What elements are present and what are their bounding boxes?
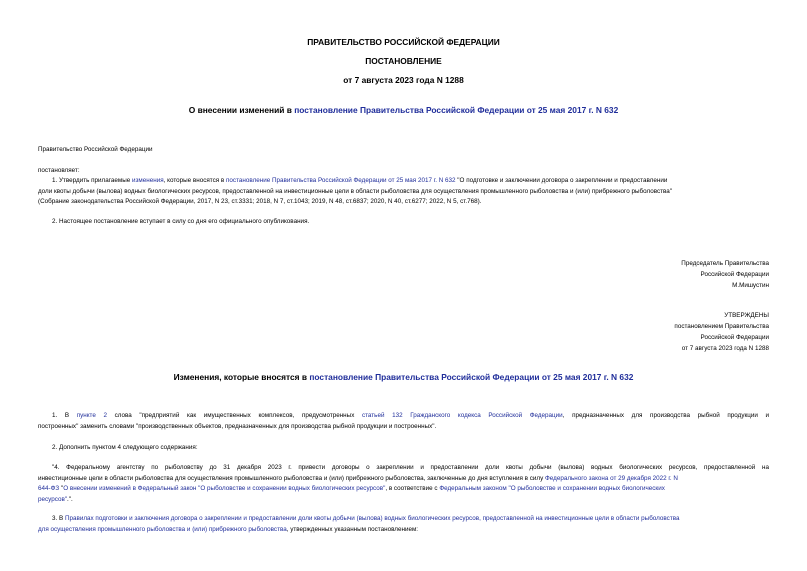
link-clause-2[interactable]: пункте 2 — [76, 412, 107, 419]
link-rules-cont[interactable]: для осуществления промышленного рыболовства и (или) прибрежного рыболовства — [38, 525, 287, 533]
change-1-text-a: 1. В — [52, 412, 77, 419]
changes-title-prefix: Изменения, которые вносятся в — [173, 372, 310, 382]
change-2: 2. Дополнить пунктом 4 следующего содержания: — [52, 444, 198, 451]
link-fishing-law[interactable]: Федеральным законом "О рыболовстве и сохранении водных биологических — [439, 485, 665, 492]
change-2-quote — [38, 463, 769, 505]
approved-block — [674, 310, 769, 354]
change-3-line-2 — [38, 525, 769, 536]
change-3-text-b: , утвержденных указанным постановлением: — [286, 525, 419, 533]
signature-line-1: Председатель Правительства — [681, 260, 769, 267]
link-federal-law-644[interactable]: Федерального закона от 29 декабря 2022 г. N — [545, 474, 678, 482]
link-rules[interactable]: Правилах подготовки и заключения договора о закреплении и предоставлении доли квоты добычи (вылова) водных биологических ресурсов, предоставленной на инвестиционные цели в области рыболовства — [64, 515, 680, 522]
quote-line-4 — [38, 495, 769, 506]
approved-line-2: постановлением Правительства — [674, 323, 769, 330]
item-1-line-2: доли квоты добычи (вылова) водных биологических ресурсов, предоставленной на инвестиционные цели в области рыболовства для осуществления промышленного рыболовства и (или) прибрежного рыболовства" — [38, 187, 673, 195]
link-resolution-632[interactable]: постановление Правительства Российской Федерации от 25 мая 2017 г. N 632 — [226, 177, 456, 184]
item-1-text-b: , которые вносятся в — [163, 177, 227, 184]
change-1 — [38, 411, 769, 432]
quote-line-3 — [38, 484, 769, 495]
approved-line-1: УТВЕРЖДЕНЫ — [724, 312, 769, 319]
link-amendments-fishing-law[interactable]: О внесении изменений в Федеральный закон "О рыболовстве и сохранении водных биологических ресурсов" — [63, 485, 386, 492]
item-1-line-1 — [38, 176, 769, 187]
change-3-text-a: 3. В — [52, 515, 65, 522]
quote-line-4-text: .". — [67, 495, 73, 503]
change-1-line-2: построенных" заменить словами "производственных объектов, предназначенных для производства рыбной продукции и построенных". — [38, 422, 437, 430]
document-title — [0, 105, 807, 115]
change-3-line-1 — [38, 514, 769, 525]
signature-block — [681, 258, 769, 291]
approved-line-3: Российской Федерации — [700, 334, 769, 341]
quote-line-3-text-b: , в соответствие с — [385, 485, 440, 492]
quote-line-2-text: инвестиционные цели в области рыболовства для осуществления промышленного рыболовства и (или) прибрежного рыболовства, заключенные до дня вступления в силу — [38, 474, 545, 482]
title-prefix: О внесении изменений в — [188, 105, 295, 115]
item-1-text-c: "О подготовке и заключении договора о закреплении и предоставлении — [455, 177, 668, 184]
header-date-number: от 7 августа 2023 года N 1288 — [343, 75, 464, 85]
change-3 — [38, 514, 769, 535]
intro-decides: постановляет: — [38, 167, 80, 174]
item-1-text-a: 1. Утвердить прилагаемые — [52, 177, 132, 184]
item-1-line-3: (Собрание законодательства Российской Федерации, 2017, N 23, ст.3331; 2018, N 7, ст.1043; 2019, N 48, ст.6837; 2020, N 40, ст.6277; 2022, N 5, ст.768). — [38, 198, 482, 205]
header-government: ПРАВИТЕЛЬСТВО РОССИЙСКОЙ ФЕДЕРАЦИИ — [307, 37, 500, 47]
link-fishing-law-cont[interactable]: ресурсов" — [38, 495, 68, 503]
link-changes[interactable]: изменения — [132, 177, 164, 184]
intro-government: Правительство Российской Федерации — [38, 146, 153, 153]
changes-title — [0, 372, 807, 382]
link-644-fz[interactable]: 644-ФЗ — [38, 485, 60, 492]
approved-line-4: от 7 августа 2023 года N 1288 — [681, 345, 769, 352]
change-1-text-b: слова "предприятий как имущественных комплексов, предусмотренных — [106, 412, 362, 419]
quote-line-2 — [38, 474, 769, 485]
title-link-resolution-632[interactable]: постановление Правительства Российской Федерации от 25 мая 2017 г. N 632 — [294, 105, 619, 115]
header-doc-type: ПОСТАНОВЛЕНИЕ — [365, 56, 442, 66]
change-1-line-1 — [38, 411, 769, 422]
signature-name: М.Мишустин — [732, 282, 769, 289]
item-2: 2. Настоящее постановление вступает в силу со дня его официального опубликования. — [52, 218, 310, 225]
quote-line-1: "4. Федеральному агентству по рыболовству до 31 декабря 2023 г. привести договоры о закреплении и предоставлении доли квоты добычи (вылова) водных биологических ресурсов, предоставленной на — [52, 464, 769, 471]
link-civil-code-article-132[interactable]: статьей 132 Гражданского кодекса Российской Федерации — [361, 412, 563, 419]
changes-title-link-resolution-632[interactable]: постановление Правительства Российской Федерации от 25 мая 2017 г. N 632 — [309, 372, 634, 382]
change-1-text-c: , предназначенных для производства рыбной продукции и — [562, 412, 769, 419]
item-1 — [38, 176, 769, 208]
signature-line-2: Российской Федерации — [700, 271, 769, 278]
quote-line-3-text-a: " — [59, 485, 64, 492]
